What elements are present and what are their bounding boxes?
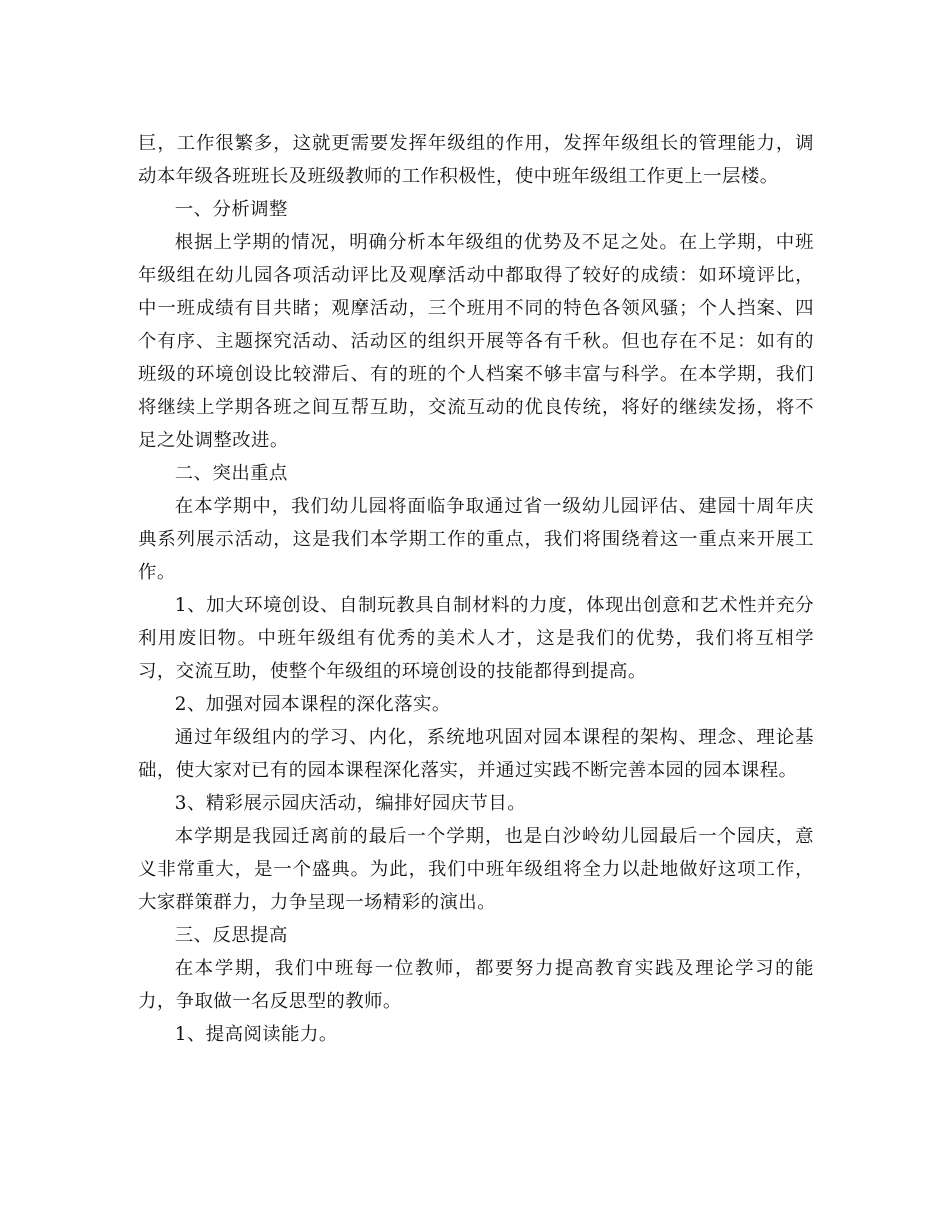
- section-heading: 三、反思提高: [174, 925, 288, 946]
- paragraph: 在本学期，我们中班每一位教师，都要努力提高教育实践及理论学习的能力，争取做一名反思型的教师。: [138, 958, 814, 1012]
- paragraph: 1、加大环境创设、自制玩教具自制材料的力度，体现出创意和艺术性并充分利用废旧物。中班年级组有优秀的美术人才，这是我们的优势，我们将互相学习，交流互助，使整个年级组的环境创设的技能都得到提高。: [138, 595, 814, 682]
- paragraph: 巨，工作很繁多，这就更需要发挥年级组的作用，发挥年级组长的管理能力，调动本年级各班班长及班级教师的工作积极性，使中班年级组工作更上一层楼。: [138, 133, 814, 187]
- list-item-heading: 1、提高阅读能力。: [174, 1024, 338, 1045]
- paragraph: 在本学期中，我们幼儿园将面临争取通过省一级幼儿园评估、建园十周年庆典系列展示活动，这是我们本学期工作的重点，我们将围绕着这一重点来开展工作。: [138, 496, 814, 583]
- section-heading: 二、突出重点: [174, 463, 288, 484]
- paragraph: 本学期是我园迁离前的最后一个学期，也是白沙岭幼儿园最后一个园庆，意义非常重大，是一个盛典。为此，我们中班年级组将全力以赴地做好这项工作，大家群策群力，力争呈现一场精彩的演出。: [138, 826, 814, 913]
- list-item-heading: 2、加强对园本课程的深化落实。: [174, 694, 451, 715]
- document-body: [138, 127, 814, 1051]
- paragraph: 根据上学期的情况，明确分析本年级组的优势及不足之处。在上学期，中班年级组在幼儿园各项活动评比及观摩活动中都取得了较好的成绩：如环境评比，中一班成绩有目共睹；观摩活动，三个班用不同的特色各领风骚；个人挡案、四个有序、主题探究活动、活动区的组织开展等各有千秋。但也存在不足：如有的班级的环境创设比较滞后、有的班的个人档案不够丰富与科学。在本学期，我们将继续上学期各班之间互帮互助，交流互动的优良传统，将好的继续发扬，将不足之处调整改进。: [138, 232, 814, 451]
- list-item-heading: 3、精彩展示园庆活动，编排好园庆节目。: [174, 793, 527, 814]
- paragraph: 通过年级组内的学习、内化，系统地巩固对园本课程的架构、理念、理论基础，使大家对已有的园本课程深化落实，并通过实践不断完善本园的园本课程。: [138, 727, 814, 781]
- section-heading: 一、分析调整: [174, 199, 288, 220]
